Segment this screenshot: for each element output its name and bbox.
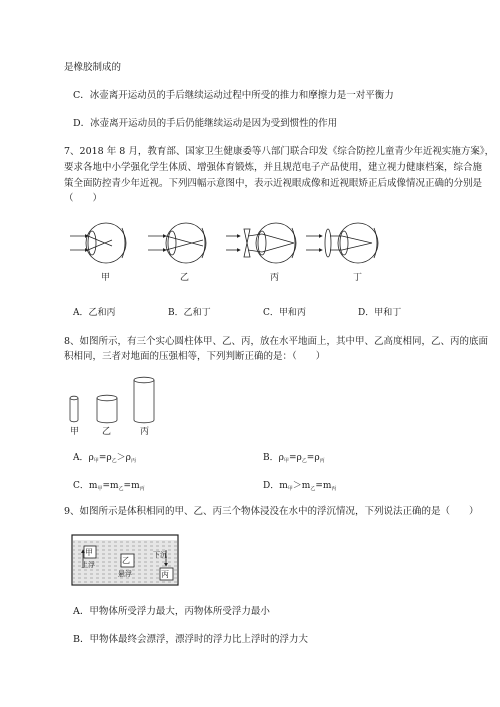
q7-option-c: C．甲和丙 [263,308,306,318]
q7-fig-label-ding: 丁 [353,273,363,283]
q8-option-d: D．$m_甲>m_乙=m_丙$ [263,481,337,492]
q7-fig-label-yi: 乙 [180,273,190,283]
q9-label-xiachen: 下沉 [153,551,167,559]
q9-label-jia: 甲 [85,548,93,557]
q9-label-bing: 丙 [161,570,169,579]
prev-option-d: D．冰壶离开运动员的手后仍能继续运动是因为受到惯性的作用 [73,118,338,129]
q8-fig-label-yi: 乙 [102,427,112,437]
prev-option-c: C．冰壶离开运动员的手后继续运动过程中所受的推力和摩擦力是一对平衡力 [73,90,394,101]
q8-fig-label-bing: 丙 [140,427,150,437]
q7-line-1: 7、2018 年 8 月，教育部、国家卫生健康委等八部门联合印发《综合防控儿童青少年近视实施方案》， [64,146,495,157]
q9-label-shangfu: 上浮 [81,561,95,569]
q9-line-1: 9、如图所示是体积相同的甲、乙、丙三个物体浸没在水中的浮沉情况，下列说法正确的是（ ） [64,506,479,517]
q8-line-2: 积相同，三者对地面的压强相等，下列判断正确的是：（ ） [64,351,326,362]
q7-fig-label-jia: 甲 [101,273,111,283]
q7-option-b: B．乙和丁 [168,308,211,318]
q7-line-2: 要求各地中小学强化学生体质、增强体育锻炼，并且规范电子产品使用，建立视力健康档案，综合施 [64,162,483,173]
q7-option-a: A．乙和丙 [73,308,116,318]
q7-line-3: 策全面防控青少年近视。下列四幅示意图中，表示近视眼成像和近视眼矫正后成像情况正确的分别是 [64,178,483,189]
q8-option-b: B．$\rho_甲=\rho_乙=\rho_丙$ [263,453,325,464]
q8-option-a: A．$\rho_甲=\rho_乙>\rho_丙$ [73,453,136,464]
q8-fig-label-jia: 甲 [70,427,80,437]
q9-option-b: B．甲物体最终会漂浮，漂浮时的浮力比上浮时的浮力大 [73,634,308,645]
q8-option-c: C．$m_甲=m_乙=m_丙$ [73,481,145,492]
q9-label-xuanfu: 悬浮 [118,570,132,578]
q9-label-yi: 乙 [122,556,130,565]
q8-line-1: 8、如图所示，有三个实心圆柱体甲、乙、丙，放在水平地面上，其中甲、乙高度相同，乙、丙的底面 [64,336,489,347]
q7-line-4: （ ） [64,193,103,204]
q7-option-d: D．甲和丁 [358,308,402,318]
q7-fig-label-bing: 丙 [270,273,280,283]
prev-continuation-line: 是橡胶制成的 [64,62,122,73]
q9-option-a: A．甲物体所受浮力最大，丙物体所受浮力最小 [73,606,270,617]
